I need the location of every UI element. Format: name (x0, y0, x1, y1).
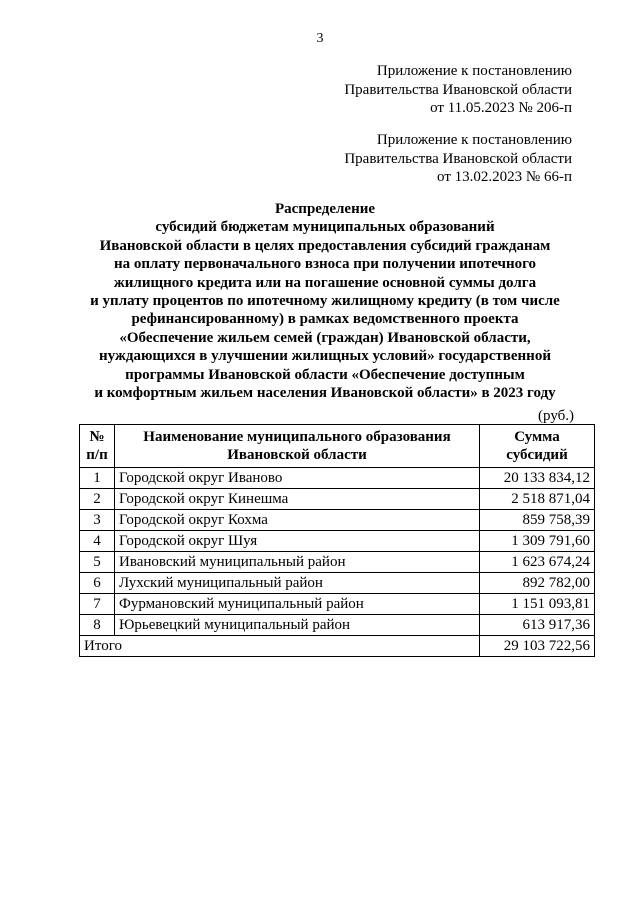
row-sum: 2 518 871,04 (480, 489, 595, 510)
annex-line: Правительства Ивановской области (344, 81, 572, 98)
table-row (80, 489, 595, 510)
table-row (80, 573, 595, 594)
title-line: и уплату процентов по ипотечному жилищному кредиту (в том числе (90, 293, 560, 310)
title-line: программы Ивановской области «Обеспечение доступным (125, 366, 525, 383)
row-number: 5 (80, 552, 115, 573)
row-sum: 892 782,00 (480, 573, 595, 594)
table-row (80, 615, 595, 636)
table-header-row (80, 425, 595, 468)
row-sum: 613 917,36 (480, 615, 595, 636)
annex-line: от 13.02.2023 № 66-п (437, 169, 572, 185)
annex-line: Правительства Ивановской области (344, 150, 572, 167)
row-municipality: Городской округ Шуя (115, 531, 480, 552)
header-number (80, 425, 115, 468)
table-row (80, 510, 595, 531)
title-line: «Обеспечение жильем семей (граждан) Ивановской области, (119, 329, 531, 346)
header-sum-line2: субсидий (506, 447, 568, 463)
row-number: 8 (80, 615, 115, 636)
annex-reference-current (344, 62, 572, 118)
row-sum: 1 623 674,24 (480, 552, 595, 573)
row-number: 7 (80, 594, 115, 615)
row-number: 6 (80, 573, 115, 594)
table-row (80, 594, 595, 615)
title-line: на оплату первоначального взноса при получении ипотечного (113, 256, 537, 273)
row-sum: 20 133 834,12 (480, 468, 595, 489)
row-number: 3 (80, 510, 115, 531)
header-name-line1: Наименование муниципального образования (143, 429, 451, 445)
header-sum-line1: Сумма (514, 429, 560, 445)
table-row (80, 468, 595, 489)
row-municipality: Городской округ Иваново (115, 468, 480, 489)
currency-unit: (руб.) (538, 408, 574, 424)
annex-line: Приложение к постановлению (376, 63, 572, 79)
annex-line: от 11.05.2023 № 206-п (430, 100, 572, 116)
header-name (115, 425, 480, 468)
title-line: жилищного кредита или на погашение основной суммы долга (113, 274, 537, 291)
title-line: Распределение (274, 201, 376, 217)
page-number: 3 (316, 31, 324, 46)
row-sum: 859 758,39 (480, 510, 595, 531)
row-municipality: Фурмановский муниципальный район (115, 594, 480, 615)
header-number-line1: № (89, 429, 105, 445)
row-municipality: Лухский муниципальный район (115, 573, 480, 594)
row-municipality: Городской округ Кохма (115, 510, 480, 531)
header-number-line2: п/п (86, 447, 108, 463)
annex-reference-original (344, 131, 572, 187)
row-sum: 1 309 791,60 (480, 531, 595, 552)
annex-line: Приложение к постановлению (376, 132, 572, 148)
row-number: 1 (80, 468, 115, 489)
header-name-line2: Ивановской области (227, 447, 367, 463)
table-total-row (80, 636, 595, 657)
title-line: субсидий бюджетам муниципальных образований (155, 219, 495, 236)
title-line: Ивановской области в целях предоставления субсидий гражданам (99, 237, 551, 254)
header-sum (480, 425, 595, 468)
title-line: и комфортным жильем населения Ивановской области» в 2023 году (94, 385, 556, 402)
table-row (80, 552, 595, 573)
document-title (60, 200, 590, 402)
title-line: нуждающихся в улучшении жилищных условий» государственной (99, 348, 551, 365)
subsidies-table (79, 424, 595, 657)
title-line: рефинансированному) в рамках ведомственного проекта (131, 311, 519, 328)
row-sum: 1 151 093,81 (480, 594, 595, 615)
row-municipality: Городской округ Кинешма (115, 489, 480, 510)
row-number: 4 (80, 531, 115, 552)
total-sum: 29 103 722,56 (480, 636, 595, 657)
row-municipality: Ивановский муниципальный район (115, 552, 480, 573)
table-row (80, 531, 595, 552)
row-number: 2 (80, 489, 115, 510)
row-municipality: Юрьевецкий муниципальный район (115, 615, 480, 636)
total-label: Итого (80, 636, 480, 657)
